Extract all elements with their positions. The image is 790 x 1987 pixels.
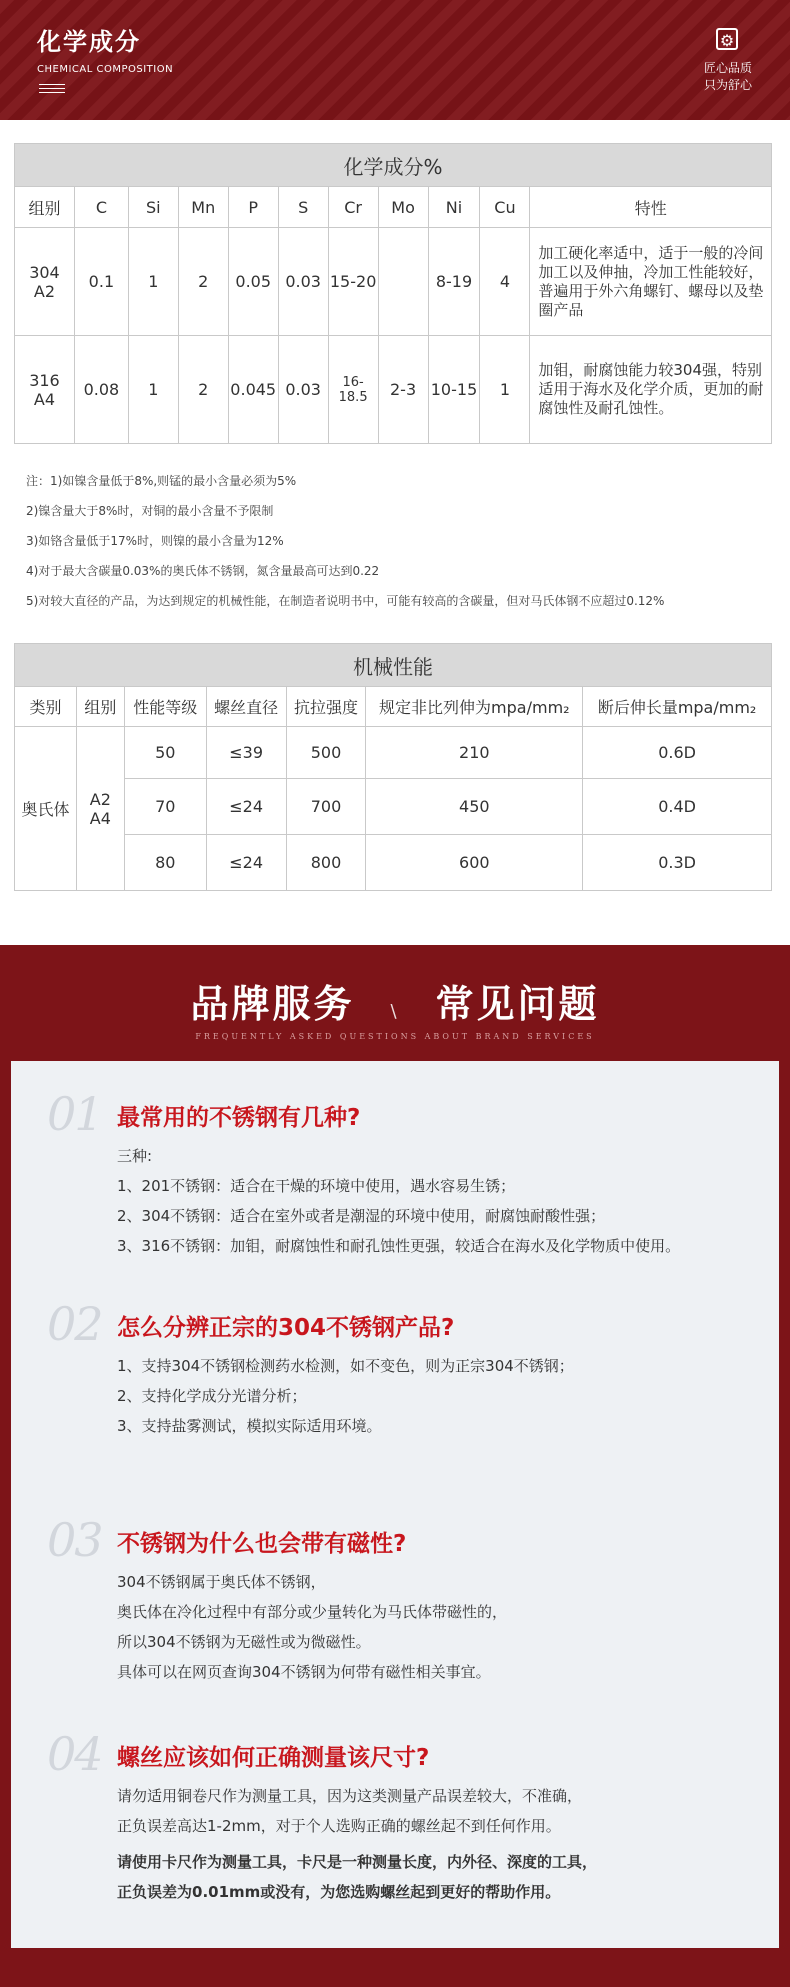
note-item: 4)对于最大含碳量0.03%的奥氏体不锈钢，氮含量最高可达到0.22 [26, 564, 380, 578]
faq-question: 螺丝应该如何正确测量该尺寸? [117, 1745, 430, 1771]
note-item: 5)对较大直径的产品，为达到规定的机械性能，在制造者说明书中，可能有较高的含碳量，但对马氏体钢不应超过0.12% [26, 594, 665, 608]
table-caption: 化学成分% [15, 144, 772, 187]
group-standard: A4 [33, 389, 56, 409]
element-cell-ni: 10-15 [428, 336, 480, 444]
faq-number: 04 [47, 1727, 102, 1781]
elong-cell: 0.4D [583, 779, 772, 835]
element-cell-c: 0.1 [74, 228, 128, 336]
element-cell-mn: 2 [178, 228, 228, 336]
element-cell-cr: 15-20 [328, 228, 378, 336]
tensile-cell: 700 [286, 779, 366, 835]
group-line: A4 [89, 808, 111, 828]
element-cell-cu: 1 [480, 336, 530, 444]
faq-section [0, 945, 790, 1987]
answer-line: 三种: [117, 1147, 153, 1165]
faq-answer [117, 1781, 597, 1907]
element-cell-mo: 2-3 [378, 336, 428, 444]
element-cell-c: 0.08 [74, 336, 128, 444]
grade-cell: 50 [124, 727, 206, 779]
faq-title-separator: \ [390, 1001, 400, 1022]
tensile-cell: 800 [286, 835, 366, 891]
diameter-cell: ≤24 [206, 779, 286, 835]
faq-title-left: 品牌服务 [190, 982, 355, 1026]
faq-number: 02 [47, 1297, 102, 1351]
column-header: 组别 [15, 187, 75, 228]
diameter-cell: ≤24 [206, 835, 286, 891]
answer-line: 304不锈钢属于奥氏体不锈钢， [117, 1573, 326, 1591]
answer-line: 2、支持化学成分光谱分析； [117, 1387, 307, 1405]
faq-title-right: 常见问题 [435, 982, 600, 1026]
group-line: A2 [89, 789, 111, 809]
elong-cell: 0.3D [583, 835, 772, 891]
group-code: 316 [29, 370, 60, 390]
yield-cell: 450 [366, 779, 583, 835]
column-header: Ni [428, 187, 480, 228]
faq-question: 怎么分辨正宗的304不锈钢产品? [117, 1315, 455, 1341]
answer-line: 3、316不锈钢：加钼，耐腐蚀性和耐孔蚀性更强，较适合在海水及化学物质中使用。 [117, 1237, 681, 1255]
answer-line: 具体可以在网页查询304不锈钢为何带有磁性相关事宜。 [117, 1663, 491, 1681]
decorative-lines [39, 84, 65, 96]
yield-cell: 210 [366, 727, 583, 779]
column-header: 组别 [76, 687, 124, 727]
table-caption: 机械性能 [15, 644, 772, 687]
grade-cell: 80 [124, 835, 206, 891]
yield-cell: 600 [366, 835, 583, 891]
mechanical-properties-table [14, 643, 772, 891]
faq-question: 最常用的不锈钢有几种? [117, 1105, 361, 1131]
gear-icon: ⚙ [716, 28, 738, 50]
page-subtitle: CHEMICAL COMPOSITION [37, 64, 174, 75]
group-cell [15, 336, 75, 444]
table-header-row [15, 187, 772, 228]
column-header: 抗拉强度 [286, 687, 366, 727]
element-cell-si: 1 [128, 228, 178, 336]
properties-cell: 加钼，耐腐蚀能力较304强，特别适用于海水及化学介质，更加的耐腐蚀性及耐孔蚀性。 [530, 336, 772, 444]
answer-line: 奥氏体在冷化过程中有部分或少量转化为马氏体带磁性的， [117, 1603, 508, 1621]
table-row [15, 779, 772, 835]
grade-cell: 70 [124, 779, 206, 835]
chemical-composition-table [14, 143, 772, 444]
column-header: Cu [480, 187, 530, 228]
faq-answer [117, 1141, 680, 1261]
column-header: C [74, 187, 128, 228]
slogan-line-1: 匠心品质 [703, 61, 752, 75]
answer-line: 所以304不锈钢为无磁性或为微磁性。 [117, 1633, 371, 1651]
note-item: 注：1)如镍含量低于8%,则锰的最小含量必须为5% [26, 474, 297, 488]
faq-subtitle: FREQUENTLY ASKED QUESTIONS ABOUT BRAND SERVICES [195, 1032, 595, 1041]
page-title: 化学成分 [37, 28, 141, 56]
answer-line: 1、201不锈钢：适合在干燥的环境中使用，遇水容易生锈； [117, 1177, 516, 1195]
table-row [15, 336, 772, 444]
faq-panel [11, 1061, 779, 1948]
column-header: P [228, 187, 278, 228]
column-header: Mo [378, 187, 428, 228]
table-row [15, 228, 772, 336]
element-cell-si: 1 [128, 336, 178, 444]
element-cell-mn: 2 [178, 336, 228, 444]
note-item: 3)如铬含量低于17%时，则镍的最小含量为12% [26, 534, 284, 548]
element-cell-ni: 8-19 [428, 228, 480, 336]
column-header: Si [128, 187, 178, 228]
element-cell-s: 0.03 [278, 336, 328, 444]
group-code: 304 [29, 262, 60, 282]
group-cell [15, 228, 75, 336]
faq-number: 01 [47, 1087, 102, 1141]
column-header: S [278, 187, 328, 228]
answer-line-bold: 正负误差为0.01mm或没有，为您选购螺丝起到更好的帮助作用。 [117, 1883, 561, 1901]
element-cell-cr: 16-18.5 [328, 336, 378, 444]
elong-cell: 0.6D [583, 727, 772, 779]
table-header-row [15, 687, 772, 727]
group-standard: A2 [33, 281, 56, 301]
faq-number: 03 [47, 1513, 102, 1567]
column-header: 螺丝直径 [206, 687, 286, 727]
column-header: 特性 [530, 187, 772, 228]
note-item: 2)镍含量大于8%时，对铜的最小含量不予限制 [26, 504, 274, 518]
faq-title [0, 973, 790, 1028]
column-header: Cr [328, 187, 378, 228]
answer-line: 请勿适用铜卷尺作为测量工具，因为这类测量产品误差较大，不准确， [117, 1787, 583, 1805]
element-cell-mo [378, 228, 428, 336]
element-cell-p: 0.05 [228, 228, 278, 336]
tensile-cell: 500 [286, 727, 366, 779]
answer-line-bold: 请使用卡尺作为测量工具，卡尺是一种测量长度，内外径、深度的工具， [117, 1853, 598, 1871]
faq-question: 不锈钢为什么也会带有磁性? [117, 1531, 407, 1557]
faq-answer [117, 1351, 574, 1441]
faq-answer [117, 1567, 507, 1687]
category-cell: 奥氏体 [15, 727, 77, 891]
header-banner [0, 0, 790, 120]
slogan [704, 60, 752, 94]
column-header: 规定非比列伸为mpa/mm₂ [366, 687, 583, 727]
column-header: Mn [178, 187, 228, 228]
answer-line: 1、支持304不锈钢检测药水检测，如不变色，则为正宗304不锈钢； [117, 1357, 574, 1375]
column-header: 性能等级 [124, 687, 206, 727]
table-row [15, 727, 772, 779]
notes-list [26, 470, 664, 620]
answer-line: 3、支持盐雾测试，模拟实际适用环境。 [117, 1417, 382, 1435]
properties-cell: 加工硬化率适中，适于一般的冷间加工以及伸抽，冷加工性能较好，普遍用于外六角螺钉、螺母以及垫圈产品 [530, 228, 772, 336]
diameter-cell: ≤39 [206, 727, 286, 779]
column-header: 类别 [15, 687, 77, 727]
group-cell [76, 727, 124, 891]
element-cell-cu: 4 [480, 228, 530, 336]
slogan-line-2: 只为舒心 [703, 78, 752, 92]
table-row [15, 835, 772, 891]
column-header: 断后伸长量mpa/mm₂ [583, 687, 772, 727]
element-cell-s: 0.03 [278, 228, 328, 336]
answer-line: 正负误差高达1-2mm，对于个人选购正确的螺丝起不到任何作用。 [117, 1817, 561, 1835]
element-cell-p: 0.045 [228, 336, 278, 444]
answer-line: 2、304不锈钢：适合在室外或者是潮湿的环境中使用，耐腐蚀耐酸性强； [117, 1207, 606, 1225]
